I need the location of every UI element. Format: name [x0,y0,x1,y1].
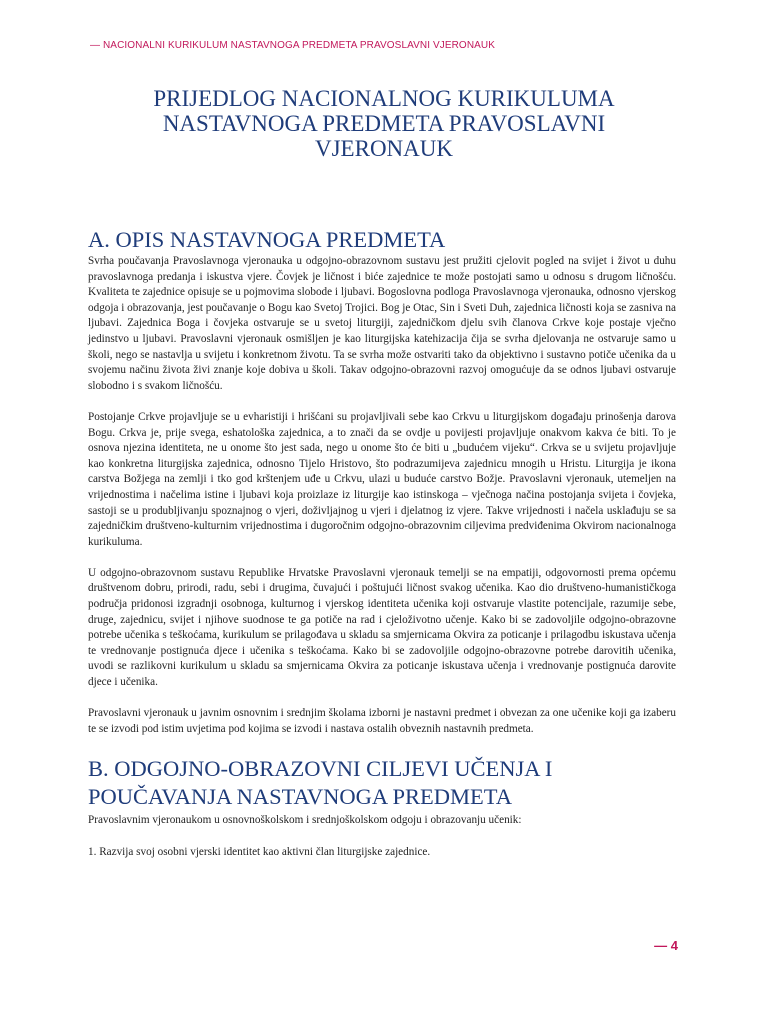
document-title-line: PRIJEDLOG NACIONALNOG KURIKULUMA [153,86,615,111]
section-b-heading-line: POUČAVANJA NASTAVNOGA PREDMETA [88,784,512,810]
section-a-heading: A. OPIS NASTAVNOGA PREDMETA [88,227,446,252]
document-body [88,226,676,860]
document-title-line: NASTAVNOGA PREDMETA PRAVOSLAVNI [162,111,606,136]
running-header: — NACIONALNI KURIKULUM NASTAVNOGA PREDMETA PRAVOSLAVNI VJERONAUK [90,40,495,51]
section-b-heading-line: B. ODGOJNO-OBRAZOVNI CILJEVI UČENJA I [88,756,553,782]
document-title-line: VJERONAUK [315,136,453,161]
page-number: — 4 [654,938,678,953]
section-a-paragraph-4: Pravoslavni vjeronauk u javnim osnovnim i srednjim školama izborni je nastavni predmet i obvezan za one učenike koji ga izaberu te se izvodi pod istim uvjetima pod kojima se izvodi i nastava ostalih obveznih nastavnih predmeta. [88,707,676,735]
section-b-item-1: 1. Razvija svoj osobni vjerski identitet kao aktivni član liturgijske zajednice. [88,845,431,858]
section-a-paragraph-1: Svrha poučavanja Pravoslavnoga vjeronauka u odgojno-obrazovnom sustavu jest pružiti cjelovit pogled na svijet i život u duhu pravoslavnoga predanja i iskustva vjere. Čovjek je ličnost i biće zajednice te može postojati samo u odnosu s drugom ličnošću. Kvaliteta te zajednice opisuje se u pojmovima slobode i ljubavi. Bogoslovna podloga Pravoslavnoga vjeronauka, odnosno vjerskog odgoja i obrazovanja, jest poučavanje o Bogu kao Svetoj Trojici. Bog je Otac, Sin i Sveti Duh, zajednica ličnosti koja se zasniva na ljubavi. Zajednica Boga i čovjeka ostvaruje se u svetoj liturgiji, zajedničkom djelu svih članova Crkve koje postaje vječno jedinstvo u ljubavi. Pravoslavni vjeronauk osmišljen je kao liturgijska kateh​izacija čija se svrha djelovanja ne ostvaruje samo u školi, nego se nastavlja u svijetu i konkretnom životu. Ta se svrha može ostvariti tako da objektivno i sustavno potiče učenika da u svojemu načinu života živi znanje koje dobiva u školi. Takav odgojno-obrazovni razvoj omogućuje da se odnos ljubavi ostvaruje slobodno i s svakom ličnošću. [88,255,676,392]
section-a-paragraph-3: U odgojno-obrazovnom sustavu Republike Hrvatske Pravoslavni vjeronauk temelji se na empatiji, odgovornosti prema općemu društvenom dobru, prirodi, radu, sebi i drugima, čuvajući i poštujući ličnost svakog učenika. Kao dio društveno-humanističkoga područja pridonosi izgradnji osobnoga, kulturnog i vjerskog identiteta učenika koji ostvaruje vlastite potencijale, razumije sebe, druge, zajednicu, svijet i njihove suodnose te ga potiče na rad i cjeloživotno učenje. Kako bi se zadovoljile odgojno-obrazovne potrebe učenika s teškoćama, kurikulum se prilagođava u skladu sa smjernicama Okvira za poticanje i prilagodbu iskustava učenja te vrednovanje postignuća djece i učenika s teškoćama. Kako bi se zadovoljile odgojno-obrazovne potrebe darovitih učenika, uvodi se razlikovni kurikulum u skladu sa smjernicama Okvira za poticanje iskustava učenja i vrednovanje postignuća darovite djece i učenika. [88,566,676,689]
section-b-intro: Pravoslavnim vjeronaukom u osnovnoškolskom i srednjoškolskom odgoju i obrazovanju učenik: [88,814,522,827]
document-title [0,86,768,161]
section-b-heading [88,755,676,811]
section-a-paragraph-2: Postojanje Crkve projavljuje se u evharistiji i hrišćani su projavljivali sebe kao Crkvu u liturgijskom događaju prinošenja darova Bogu. Crkva je, prije svega, eshatološka zajednica, a to znači da se ovdje u povijesti projavljuje onakvom kakva će biti. To je osnova njezina identiteta, ne u onome što jest sada, nego u onome što će biti u „budućem vijeku“. Crkva se u svijetu projavljuje kao konkretna liturgijska zajednica, odnosno Tijelo Hristovo, što podrazumijeva zajednicu mnogih u Hristu. Liturgija je ikona carstva Božjega na zemlji i tko god kršten​jem uđe u Crkvu, ulazi u buduće carstvo Božje. Pravoslavni vjeronauk, utemeljen na vrijednostima i načelima istine i ljubavi koja proizlaze iz liturgije kao istinskoga – vječnoga načina postojanja svijeta i čovjeka, sastoji se u produbljivanju spoznajnog o vjeri, doživljajnog u vjeri i djelatnog iz vjere. Takve vrijednosti i načela usklađuju se sa zajedničkim društveno-kulturnim vrijednostima i dugoročnim odgojno-obrazovnim ciljevima predviđenima Okvirom nacionalnoga kurikuluma. [88,410,676,548]
